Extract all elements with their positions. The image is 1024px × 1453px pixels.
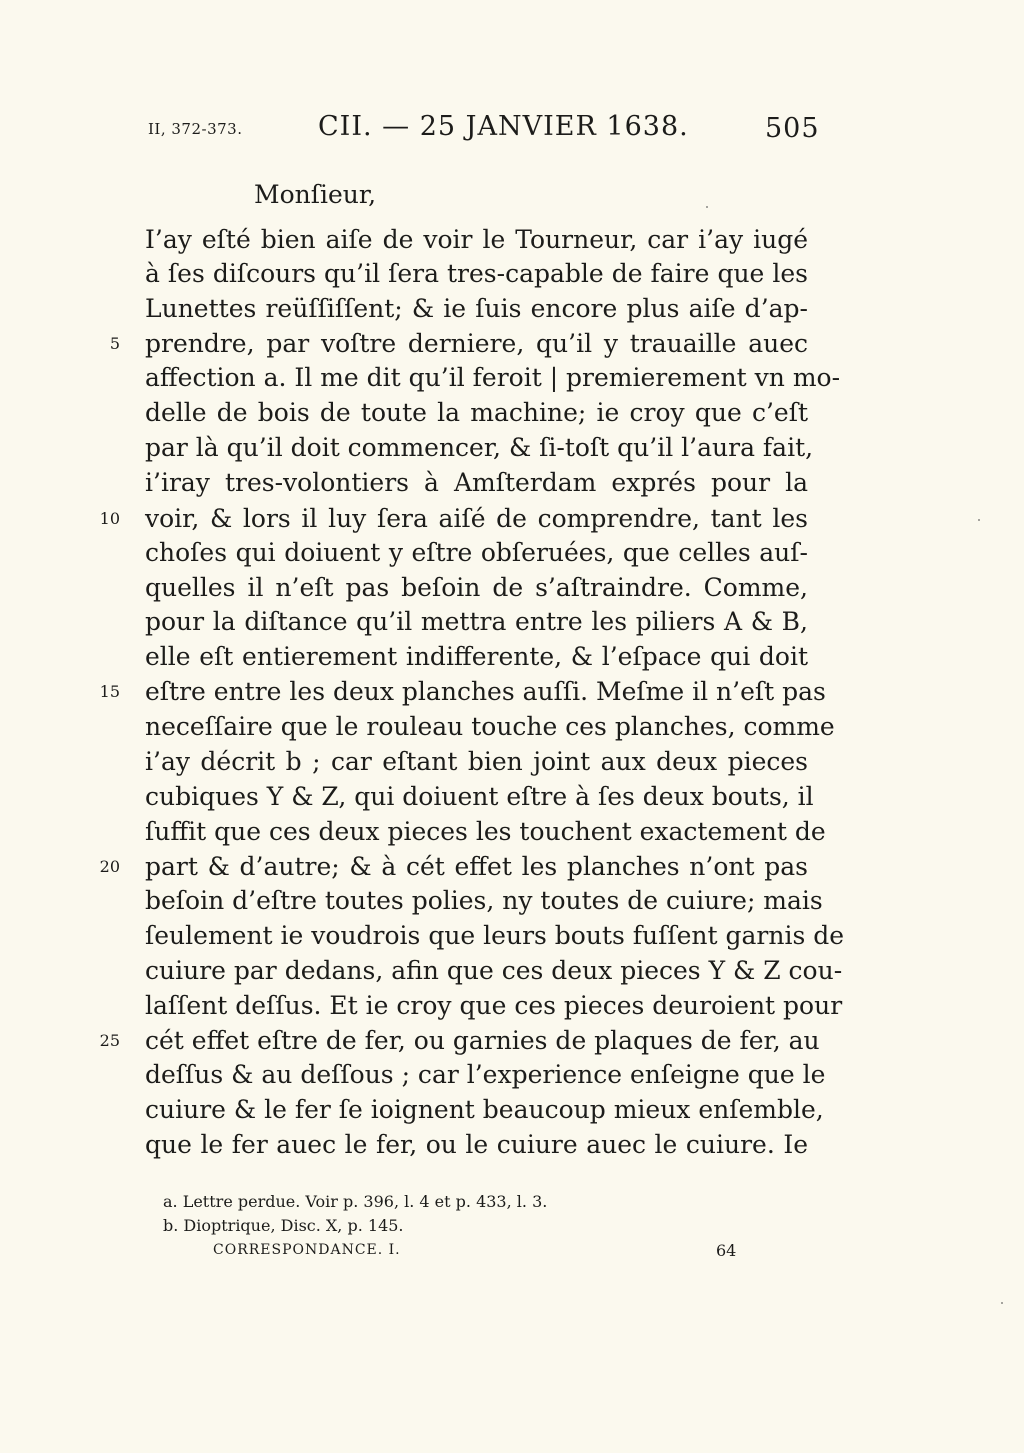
- body-line: voir, & lors il luy ſera aiſé de comprendre, tant les: [145, 504, 808, 533]
- body-line: delle de bois de toute la machine; ie croy que c’eſt: [145, 398, 808, 427]
- salutation: Monſieur,: [254, 180, 377, 209]
- line-number: 25: [99, 1031, 120, 1050]
- footnote-a: a. Lettre perdue. Voir p. 396, l. 4 et p. 433, l. 3.: [163, 1192, 548, 1211]
- body-line: neceſſaire que le rouleau touche ces planches, comme: [145, 712, 835, 741]
- body-line: pour la diſtance qu’il mettra entre les piliers A & B,: [145, 607, 808, 636]
- body-line: ſuffit que ces deux pieces les touchent exactement de: [145, 817, 826, 846]
- body-line: cuiure & le fer ſe ioignent beaucoup mieux enſemble,: [145, 1095, 824, 1124]
- body-line: cuiure par dedans, afin que ces deux pieces Y & Z cou-: [145, 956, 843, 985]
- page-number: 505: [765, 113, 820, 144]
- body-line: cét effet eſtre de fer, ou garnies de plaques de fer, au: [145, 1026, 820, 1055]
- body-line: laſſent deſſus. Et ie croy que ces pieces deuroient pour: [145, 991, 843, 1020]
- body-line: deſſus & au deſſous ; car l’experience enſeigne que le: [145, 1060, 826, 1089]
- body-line: I’ay eſté bien aiſe de voir le Tourneur, car i’ay iugé: [145, 225, 808, 254]
- body-line: cubiques Y & Z, qui doiuent eſtre à ſes deux bouts, il: [145, 782, 814, 811]
- page-reference: II, 372-373.: [148, 120, 243, 138]
- footnote-b: b. Dioptrique, Disc. X, p. 145.: [163, 1216, 404, 1235]
- body-line: quelles il n’eſt pas beſoin de s’aſtraindre. Comme,: [145, 573, 808, 602]
- letter-heading: CII. — 25 JANVIER 1638.: [318, 111, 689, 142]
- body-line: i’ay décrit b ; car eſtant bien joint aux deux pieces: [145, 747, 808, 776]
- volume-footer: CORRESPONDANCE. I.: [213, 1242, 401, 1258]
- body-line: beſoin d’eſtre toutes polies, ny toutes de cuiure; mais: [145, 886, 823, 915]
- body-line: eſtre entre les deux planches auſſi. Meſme il n’eſt pas: [145, 677, 826, 706]
- line-number: 5: [109, 334, 120, 353]
- body-line: choſes qui doiuent y eſtre obſeruées, que celles auſ-: [145, 538, 808, 567]
- body-line: Lunettes reüſſiſſent; & ie ſuis encore plus aiſe d’ap-: [145, 294, 808, 323]
- body-line: ſeulement ie voudrois que leurs bouts fuſſent garnis de: [145, 921, 845, 950]
- body-line: prendre, par voſtre derniere, qu’il y trauaille auec: [145, 329, 808, 358]
- line-number: 20: [99, 857, 120, 876]
- paper-speck: [1001, 1302, 1003, 1304]
- paper-speck: [978, 519, 980, 521]
- line-number: 15: [99, 682, 120, 701]
- body-line: que le fer auec le fer, ou le cuiure auec le cuiure. Ie: [145, 1130, 808, 1159]
- body-line: part & d’autre; & à cét effet les planches n’ont pas: [145, 852, 808, 881]
- body-line: elle eſt entierement indifferente, & l’eſpace qui doit: [145, 642, 808, 671]
- body-line: par là qu’il doit commencer, & ſi-toſt qu’il l’aura fait,: [145, 433, 814, 462]
- body-line: à ſes diſcours qu’il ſera tres-capable de faire que les: [145, 259, 808, 288]
- signature-number: 64: [716, 1241, 737, 1260]
- paper-speck: [706, 206, 708, 208]
- line-number: 10: [99, 509, 120, 528]
- body-line: affection a. Il me dit qu’il feroit | premierement vn mo-: [145, 363, 841, 392]
- body-line: i’iray tres-volontiers à Amſterdam exprés pour la: [145, 468, 808, 497]
